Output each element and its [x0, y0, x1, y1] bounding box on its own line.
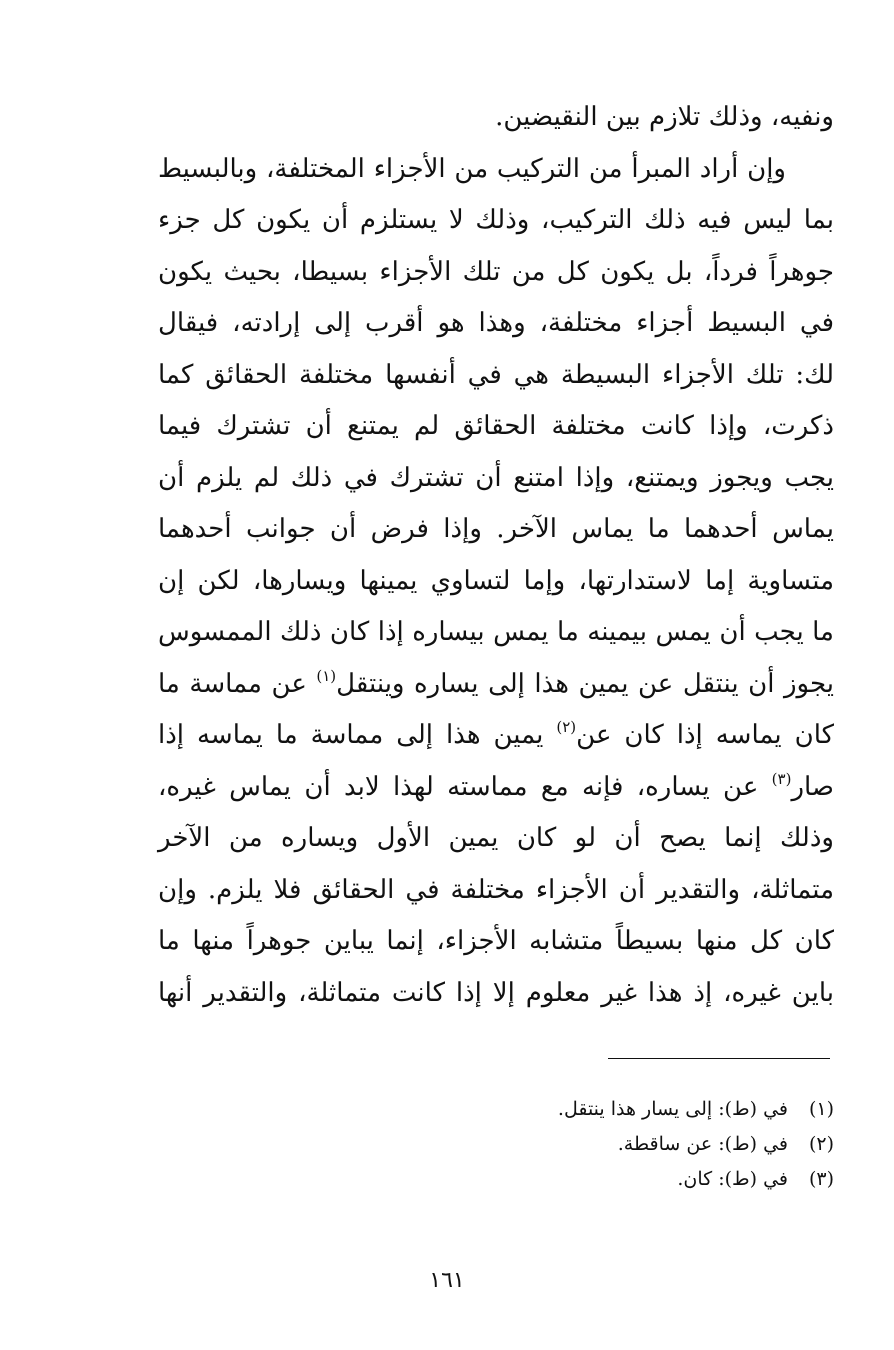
footnotes — [158, 1092, 834, 1197]
footnote-number: (٢) — [808, 1133, 834, 1155]
footnote — [158, 1092, 834, 1127]
text-line: ونفيه، وذلك تلازم بين النقيضين. — [495, 102, 834, 132]
text-line: جوهراً فرداً، بل يكون كل من تلك الأجزاء بسيطا، بحيث يكون — [158, 256, 834, 287]
text-line — [158, 710, 834, 762]
text-segment: عن مماسة ما — [158, 668, 317, 699]
text-line — [158, 659, 834, 711]
text-line: يماس أحدهما ما يماس الآخر. وإذا فرض أن جوانب أحدهما — [158, 514, 834, 544]
text-line: كان كل منها بسيطاً متشابه الأجزاء، إنما يباين جوهراً منها ما — [158, 926, 834, 956]
text-line: وذلك إنما يصح أن لو كان يمين الأول ويساره من الآخر — [158, 823, 834, 853]
text-line: باين غيره، إذ هذا غير معلوم إلا إذا كانت متماثلة، والتقدير أنها — [158, 977, 834, 1008]
text-segment: يمين هذا إلى مماسة ما يماسه إذا — [158, 720, 557, 750]
footnote-number: (٣) — [808, 1168, 834, 1190]
text-line: ذكرت، وإذا كانت مختلفة الحقائق لم يمتنع أن تشترك فيما — [158, 411, 834, 441]
footnote-reference: (٣) — [771, 769, 792, 788]
text-line: لك: تلك الأجزاء البسيطة هي في أنفسها مختلفة الحقائق كما — [158, 359, 834, 390]
footnote-number: (١) — [808, 1098, 834, 1120]
footnote — [158, 1162, 834, 1197]
text-line — [158, 762, 834, 814]
footnote-divider — [608, 1058, 830, 1059]
page-number: ١٦١ — [429, 1268, 465, 1293]
footnote-text: في (ط): عن ساقطة. — [617, 1133, 788, 1155]
text-segment: يجوز أن ينتقل عن يمين هذا إلى يساره وينتقل — [336, 668, 834, 699]
text-line: في البسيط أجزاء مختلفة، وهذا هو أقرب إلى إرادته، فيقال — [158, 308, 834, 338]
text-line: متماثلة، والتقدير أن الأجزاء مختلفة في الحقائق فلا يلزم. وإن — [158, 874, 834, 905]
footnote — [158, 1127, 834, 1162]
footnote-reference: (٢) — [556, 718, 577, 736]
main-text — [158, 92, 834, 1019]
text-line: بما ليس فيه ذلك التركيب، وذلك لا يستلزم أن يكون كل جزء — [158, 205, 834, 235]
text-line: ما يجب أن يمس بيمينه ما يمس بيساره إذا كان ذلك الممسوس — [158, 617, 834, 647]
text-segment: صار — [791, 771, 834, 802]
text-segment: عن يساره، فإنه مع مماسته لهذا لابد أن يماس غيره، — [158, 771, 772, 802]
text-line: متساوية إما لاستدارتها، وإما لتساوي يمينها ويسارها، لكن إن — [158, 565, 834, 596]
text-segment: كان يماسه إذا كان عن — [576, 720, 834, 750]
footnote-text: في (ط): كان. — [677, 1168, 788, 1190]
text-line: يجب ويجوز ويمتنع، وإذا امتنع أن تشترك في ذلك لم يلزم أن — [158, 462, 834, 493]
footnote-reference: (١) — [316, 666, 337, 685]
footnote-text: في (ط): إلى يسار هذا ينتقل. — [557, 1098, 788, 1120]
text-line: وإن أراد المبرأ من التركيب من الأجزاء المختلفة، وبالبسيط — [158, 153, 786, 184]
